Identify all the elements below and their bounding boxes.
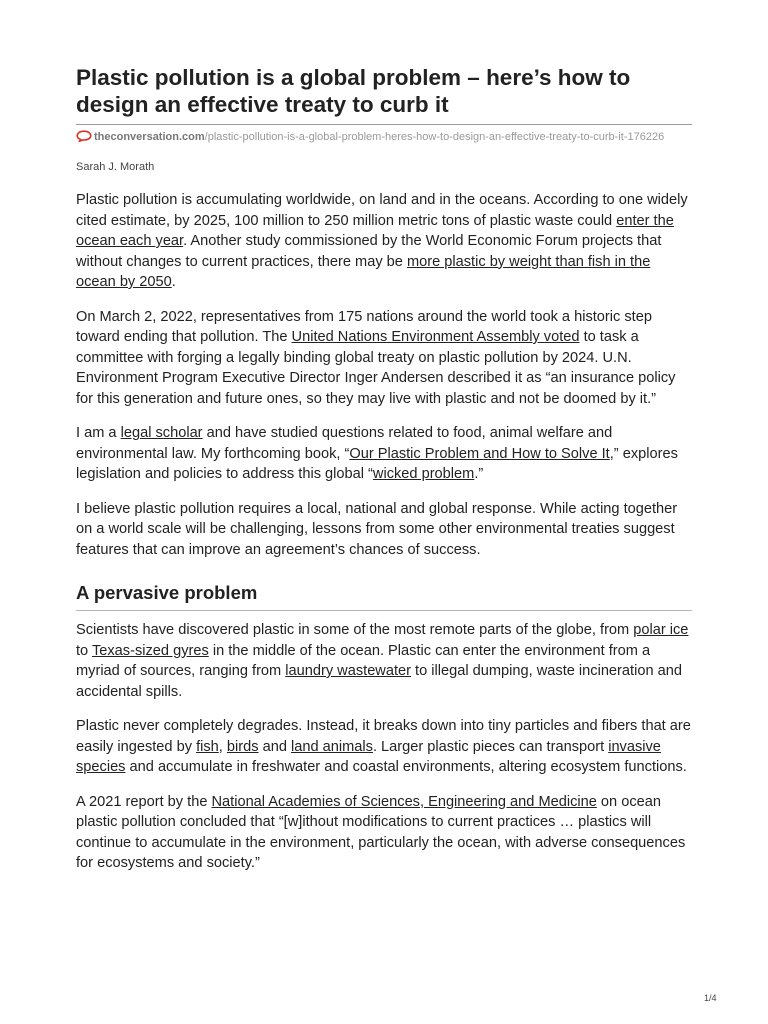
paragraph-2: On March 2, 2022, representatives from 175 nations around the world took a historic step toward ending that pollution. The United Nations Environment Assembly voted to task a committee with forging a legally binding global treaty on plastic pollution by 2024. U.N. Environment Program Executive Director Inger Andersen described it as “an insurance policy for this generation and future ones, so they may live with plastic and not be doomed by it.” — [76, 308, 676, 407]
source-line — [76, 130, 692, 146]
link-land-animals[interactable]: land animals — [291, 738, 373, 755]
paragraph-7: A 2021 report by the National Academies of Sciences, Engineering and Medicine on ocean plastic pollution concluded that “[w]ithout modifications to current practices … plastics will continue to accumulate in the environment, particularly the ocean, with adverse consequences for ecosystems and society.” — [76, 793, 686, 871]
paragraph-6: Plastic never completely degrades. Instead, it breaks down into tiny particles and fibers that are easily ingested by fish, birds and land animals. Larger plastic pieces can transport invasive species and accumulate in freshwater and coastal environments, altering ecosystem functions. — [76, 718, 691, 775]
source-path: /plastic-pollution-is-a-global-problem-heres-how-to-design-an-effective-treaty-to-curb-it-176226 — [204, 131, 665, 143]
section-divider — [76, 610, 692, 611]
article-page — [76, 64, 692, 874]
link-laundry-wastewater[interactable]: laundry wastewater — [285, 663, 411, 679]
paragraph-4: I believe plastic pollution requires a local, national and global response. While acting together on a world scale will be challenging, lessons from some other environmental treaties suggest features that can improve an agreement’s chances of success. — [76, 500, 678, 558]
article-title: Plastic pollution is a global problem – here’s how to design an effective treaty to curb it — [76, 65, 631, 117]
link-polar-ice[interactable]: polar ice — [633, 622, 689, 638]
link-invasive-species[interactable]: invasive species — [76, 738, 661, 775]
paragraph-5: Scientists have discovered plastic in some of the most remote parts of the globe, from polar ice to Texas-sized gyres in the middle of the ocean. Plastic can enter the environment from a myriad of sources, ranging from laundry wastewater to illegal dumping, waste incineration and accidental spills. — [76, 622, 689, 700]
source-domain-link[interactable]: theconversation.com — [94, 131, 205, 143]
link-birds[interactable]: birds — [226, 738, 259, 755]
section-heading: A pervasive problem — [76, 582, 258, 603]
page-number: 1/4 — [704, 993, 717, 1003]
link-book[interactable]: Our Plastic Problem and How to Solve It — [349, 445, 610, 462]
link-more-plastic[interactable]: more plastic by weight than fish in the ocean by 2050 — [76, 253, 651, 290]
link-fish[interactable]: fish — [196, 738, 219, 755]
author-name: Sarah J. Morath — [76, 161, 155, 173]
link-enter-ocean[interactable]: enter the ocean each year — [76, 212, 674, 249]
link-national-academies[interactable]: National Academies of Sciences, Engineering and Medicine — [211, 793, 597, 810]
title-divider — [76, 124, 692, 125]
link-texas-gyres[interactable]: Texas-sized gyres — [91, 642, 209, 659]
link-wicked-problem[interactable]: wicked problem — [372, 466, 475, 482]
link-legal-scholar[interactable]: legal scholar — [120, 425, 203, 441]
paragraph-1: Plastic pollution is accumulating worldwide, on land and in the oceans. According to one widely cited estimate, by 2025, 100 million to 250 million metric tons of plastic waste could enter the ocean each year. Another study commissioned by the World Economic Forum projects that without changes to current practices, there may be more plastic by weight than fish in the ocean by 2050. — [76, 192, 688, 290]
speech-bubble-icon — [76, 130, 92, 146]
paragraph-3: I am a legal scholar and have studied questions related to food, animal welfare and environmental law. My forthcoming book, “Our Plastic Problem and How to Solve It,” explores legislation and policies to address this global “wicked problem.” — [76, 425, 678, 482]
link-unea-voted[interactable]: United Nations Environment Assembly voted — [291, 329, 580, 345]
